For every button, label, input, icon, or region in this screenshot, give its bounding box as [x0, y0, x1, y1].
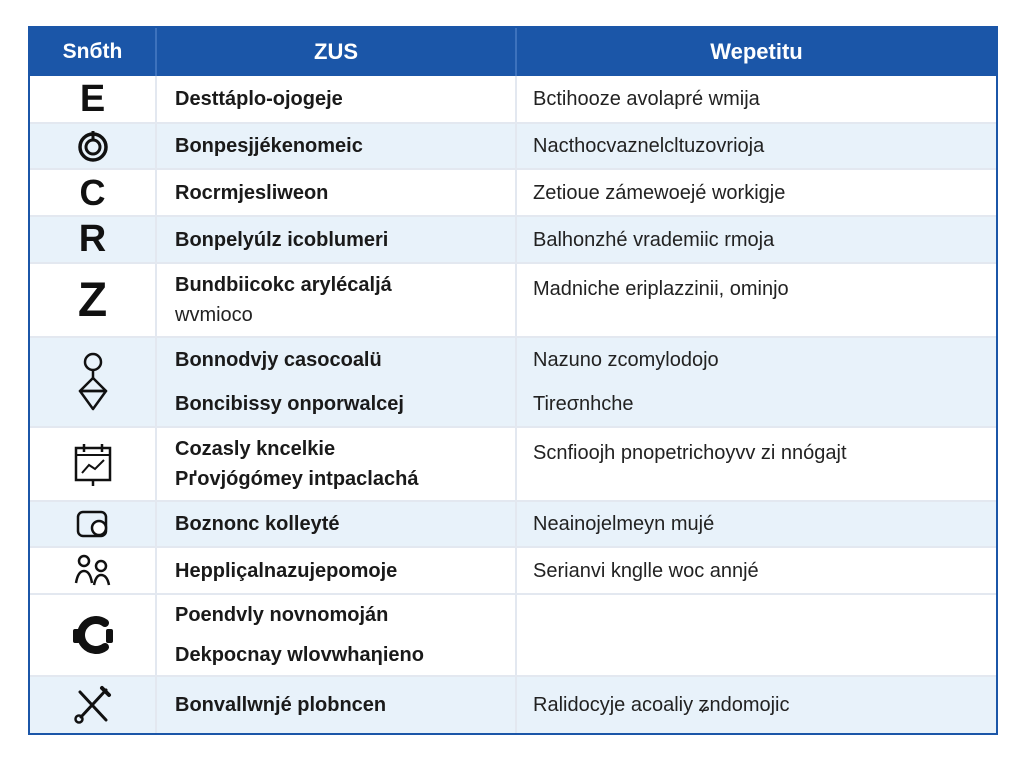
table-row: [30, 428, 996, 502]
table-row: [30, 124, 996, 170]
row-name: Bonvallwnjé plobncen: [175, 694, 387, 716]
row-name: Bonnodvjy casocoalü: [175, 349, 382, 371]
tools-icon: [30, 677, 157, 733]
row-name: Pґovjógómey intpaclachá: [175, 468, 419, 490]
table-row: [30, 338, 996, 428]
row-desc: Bctihooze avolapré wmija: [533, 88, 760, 110]
table-row: [30, 595, 996, 677]
table-row: [30, 76, 996, 124]
row-name: Poendvly novnomoján: [175, 604, 389, 626]
calendar-chart-icon: [30, 428, 157, 500]
row-desc: Scnfioojh pnopetrichoyvv zi nnógajt: [533, 442, 847, 464]
row-name: Dekpocnay wlovwhaηieno: [175, 644, 424, 666]
header-col-1: Snбth: [30, 28, 157, 76]
row-desc: Madniche eriplazzinii, ominjo: [533, 278, 789, 300]
row-desc: Nacthocvaznelcltuzovrioja: [533, 135, 765, 157]
row-desc-empty: [517, 595, 996, 675]
table-row: [30, 264, 996, 338]
row-name: Bundbiicokc arylécaljá: [175, 274, 392, 296]
table-row: [30, 502, 996, 548]
row-desc: Nazuno zcomylodojo: [533, 349, 719, 371]
people-icon: [30, 548, 157, 593]
row-name: Boncibissy onporwalcej: [175, 393, 404, 415]
row-name: Bonpesjjékenomeic: [175, 135, 363, 157]
row-desc: Tireσnhche: [533, 393, 634, 415]
row-name: Boznonc kolleyté: [175, 513, 340, 535]
row-name-cont: wvmioco: [175, 304, 253, 326]
row-desc: Ralidocyje acoaliy ʑndomojic: [533, 694, 790, 716]
power-ring-icon: [30, 124, 157, 168]
header-col-3: Wepetitu: [710, 39, 803, 64]
row-desc: Zetioue zámewoejé workigje: [533, 181, 786, 204]
letter-r-icon: R: [30, 217, 157, 262]
row-desc: Serianvi knglle woc annjé: [533, 559, 759, 582]
row-desc: Neainojelmeyn mujé: [533, 513, 715, 535]
row-name: Desttáplo-ojogeje: [175, 88, 343, 110]
table-row: [30, 548, 996, 595]
table-header: [30, 28, 996, 76]
row-name: Bonpelyúlz icoblumeri: [175, 228, 389, 251]
toggle-icon: [30, 502, 157, 546]
letter-e-icon: E: [30, 76, 157, 122]
letter-c-icon: C: [30, 170, 157, 215]
row-desc: Balhonzhé vrademiic rmoja: [533, 228, 775, 251]
cone-icon: [30, 338, 157, 426]
data-table: [28, 26, 998, 735]
header-col-2: ZUS: [157, 28, 517, 76]
row-name: Rocrmjesliweon: [175, 181, 329, 204]
table-row: [30, 677, 996, 733]
table-row: [30, 170, 996, 217]
table-row: [30, 217, 996, 264]
row-name: Heppliçalnazujepomoje: [175, 559, 398, 582]
headset-icon: [30, 595, 157, 675]
letter-z-icon: Z: [30, 264, 157, 336]
row-name: Cozasly kncelkie: [175, 438, 336, 460]
